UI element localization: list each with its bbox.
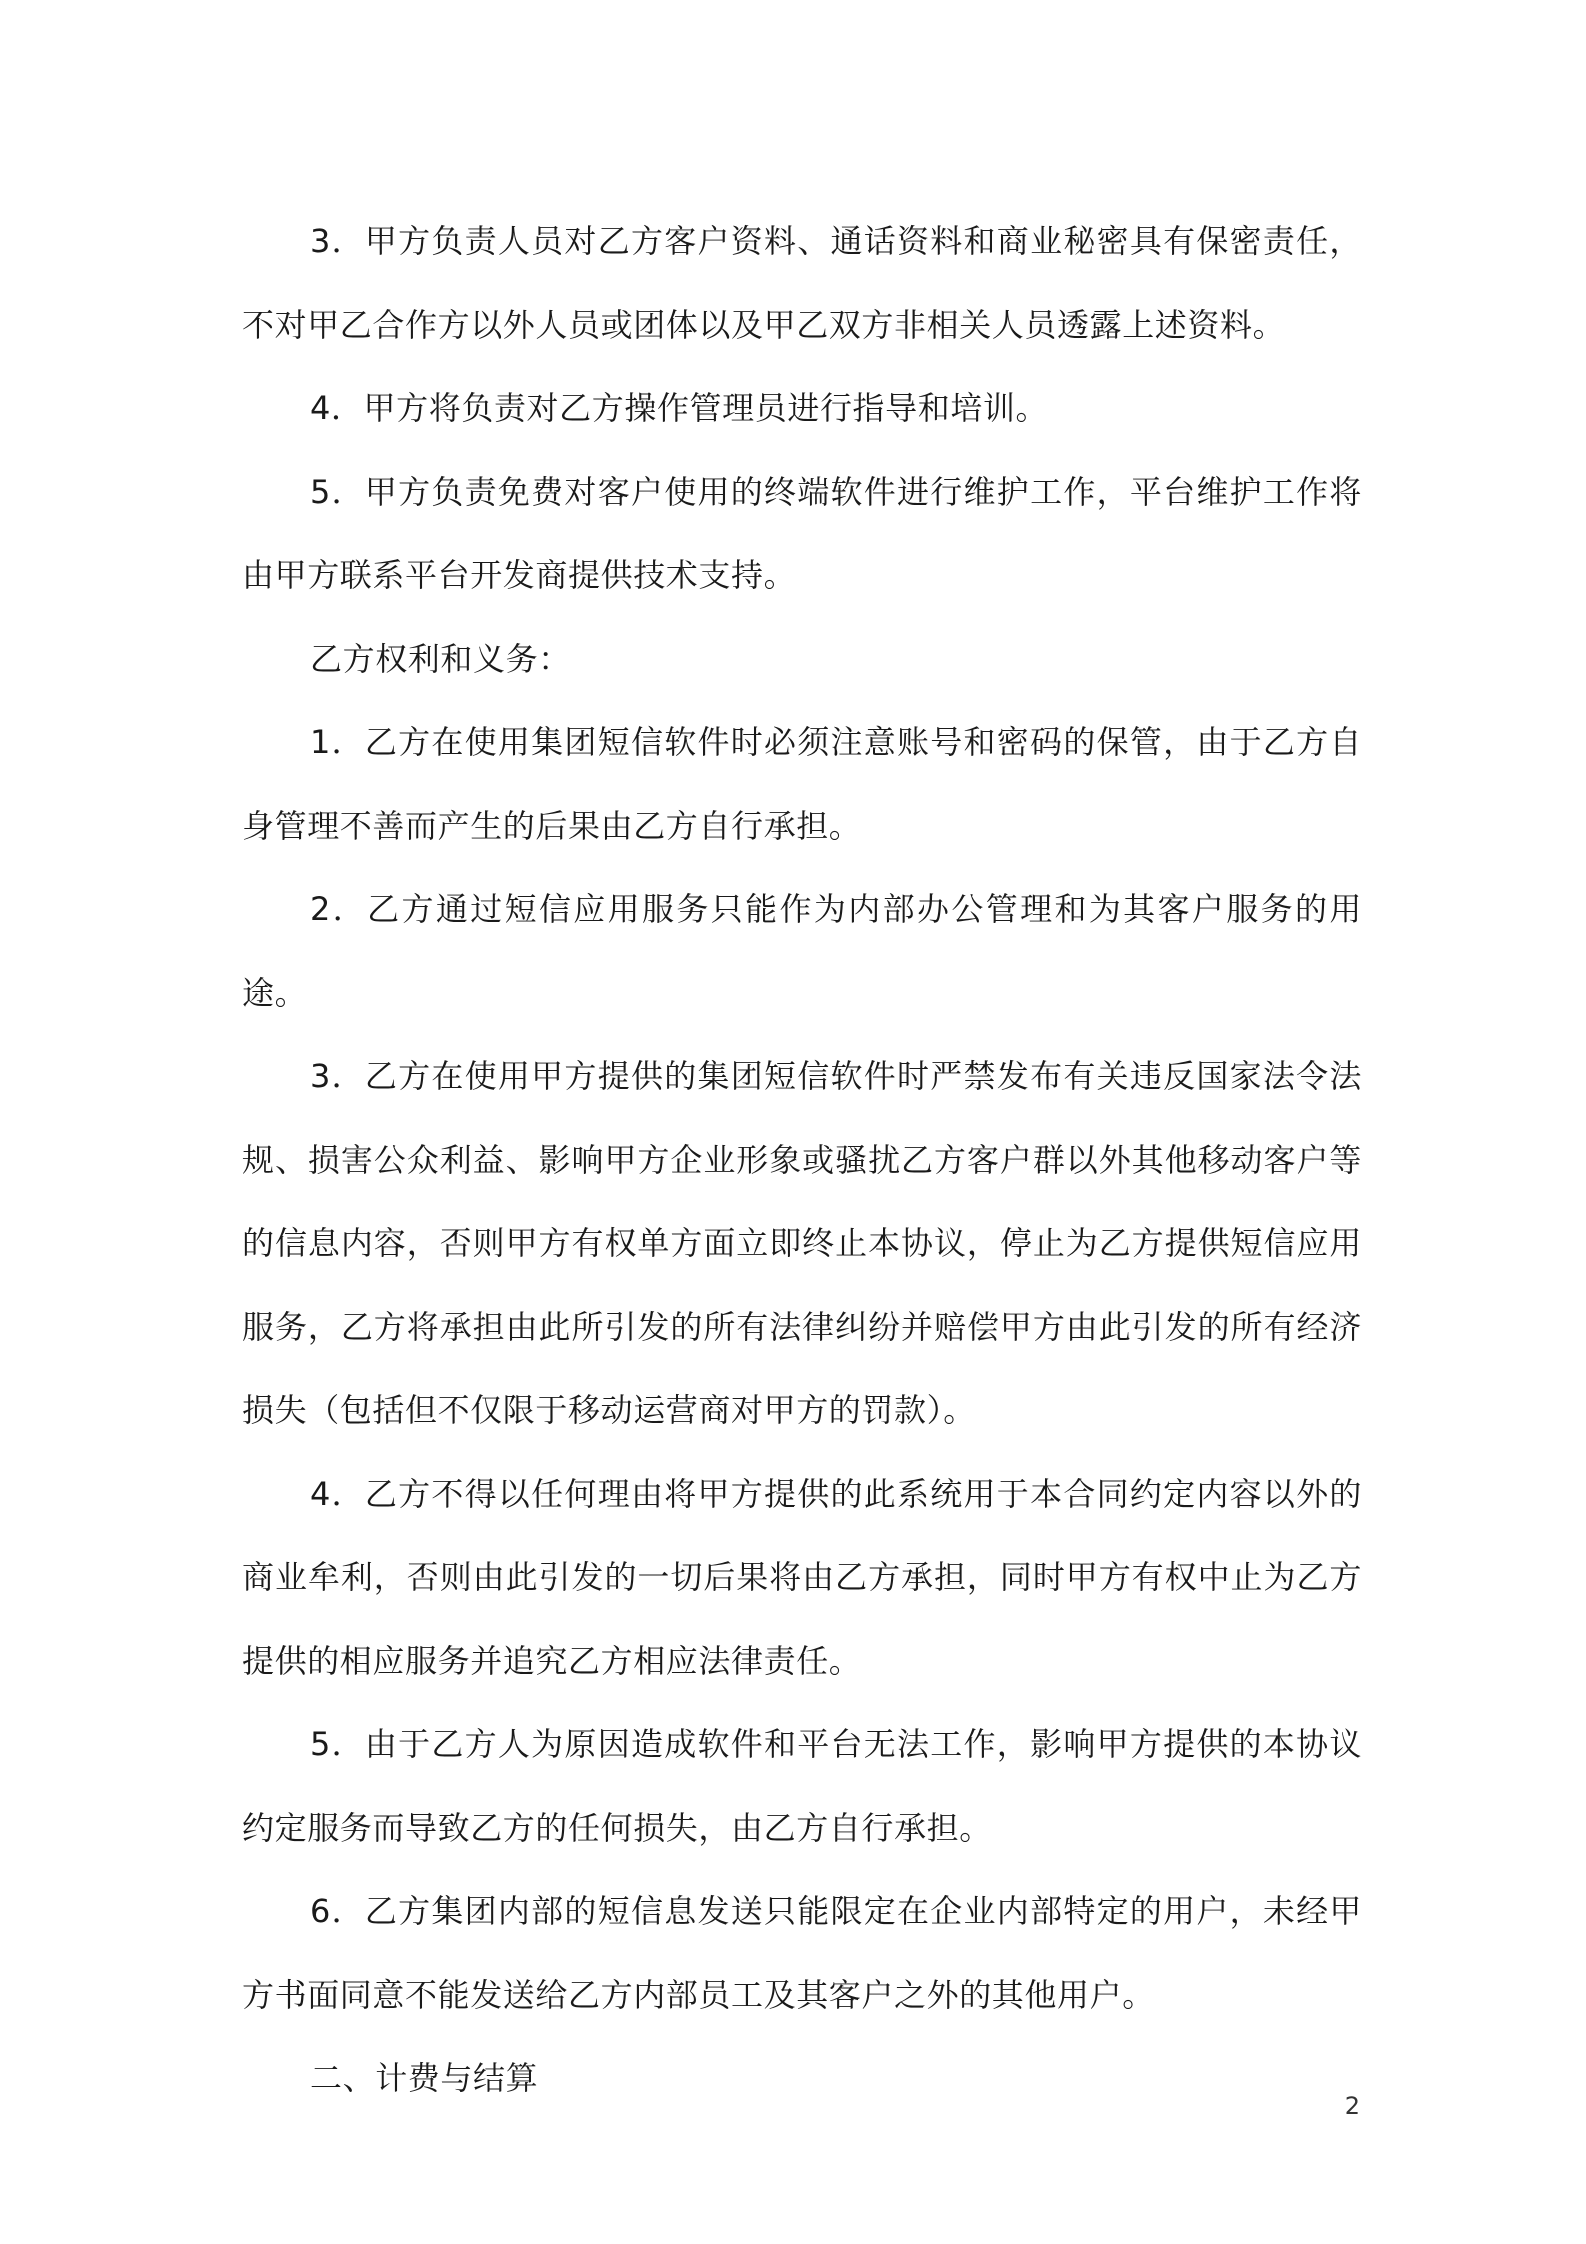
clause-party-a-5: 5．甲方负责免费对客户使用的终端软件进行维护工作，平台维护工作将由甲方联系平台开发商提供技术支持。: [242, 472, 1362, 594]
clause-party-b-2: 2．乙方通过短信应用服务只能作为内部办公管理和为其客户服务的用途。: [242, 890, 1362, 1012]
page-body: [242, 200, 1362, 2121]
clause-party-a-3: 3．甲方负责人员对乙方客户资料、通话资料和商业秘密具有保密责任，不对甲乙合作方以外人员或团体以及甲乙双方非相关人员透露上述资料。: [242, 222, 1362, 344]
section-heading-party-b: 乙方权利和义务：: [310, 639, 571, 678]
clause-party-b-5: 5．由于乙方人为原因造成软件和平台无法工作，影响甲方提供的本协议约定服务而导致乙方的任何损失，由乙方自行承担。: [242, 1725, 1362, 1847]
clause-party-b-4: 4．乙方不得以任何理由将甲方提供的此系统用于本合同约定内容以外的商业牟利，否则由此引发的一切后果将由乙方承担，同时甲方有权中止为乙方提供的相应服务并追究乙方相应法律责任。: [242, 1474, 1362, 1680]
section-heading-billing: 二、计费与结算: [310, 2059, 539, 2097]
clause-party-b-3: 3．乙方在使用甲方提供的集团短信软件时严禁发布有关违反国家法令法规、损害公众利益、影响甲方企业形象或骚扰乙方客户群以外其他移动客户等的信息内容，否则甲方有权单方面立即终止本协议，停止为乙方提供短信应用服务，乙方将承担由此所引发的所有法律纠纷并赔偿甲方由此引发的所有经济损失（包括但不仅限于移动运营商对甲方的罚款）。: [242, 1057, 1362, 1429]
clause-party-b-1: 1．乙方在使用集团短信软件时必须注意账号和密码的保管，由于乙方自身管理不善而产生的后果由乙方自行承担。: [242, 723, 1362, 845]
page-number: 2: [1344, 2092, 1360, 2120]
clause-party-a-4: 4．甲方将负责对乙方操作管理员进行指导和培训。: [310, 389, 1049, 427]
clause-party-b-6: 6．乙方集团内部的短信息发送只能限定在企业内部特定的用户，未经甲方书面同意不能发送给乙方内部员工及其客户之外的其他用户。: [242, 1892, 1362, 2014]
